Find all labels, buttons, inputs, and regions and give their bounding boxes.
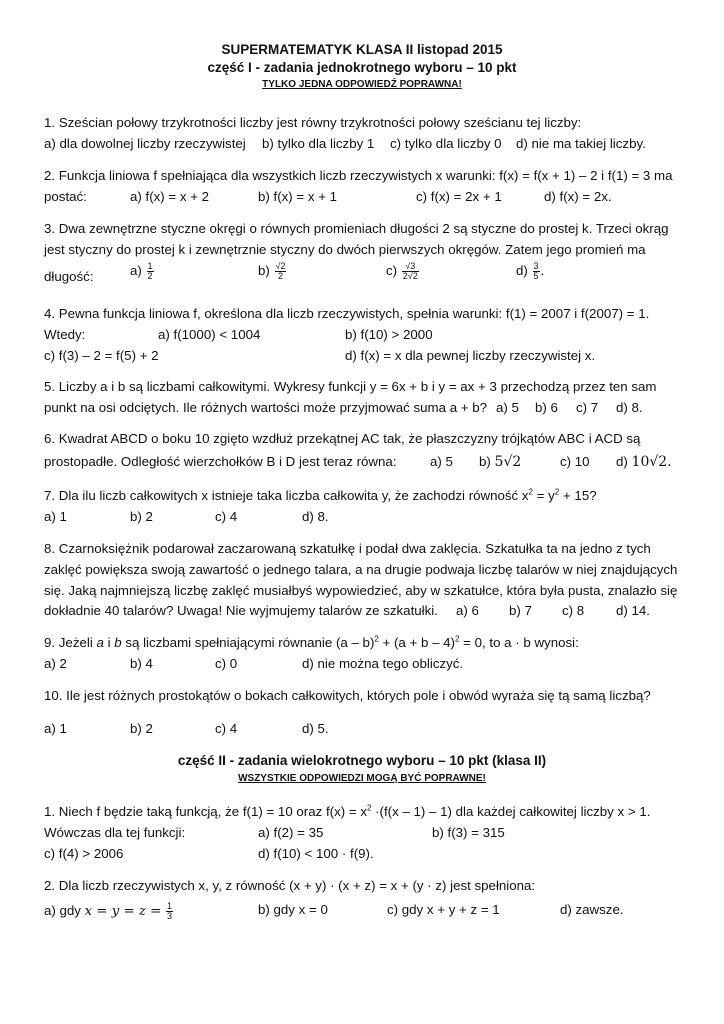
q6-option-c: c) 10: [560, 454, 590, 469]
q3-option-d: [516, 262, 544, 281]
part1-note: TYLKO JEDNA ODPOWIEDŹ POPRAWNA!: [262, 79, 462, 90]
q3-c-denominator: 2√2: [402, 271, 418, 281]
q7-text: [44, 488, 597, 504]
q10-option-c: c) 4: [215, 721, 238, 736]
q2-option-b: b) f(x) = x + 1: [258, 189, 338, 204]
q9-p3: są liczbami spełniającymi równanie (a – b): [121, 635, 375, 650]
q5-option-d: d) 8.: [616, 400, 643, 415]
q6-option-b-value: 5√2: [494, 454, 522, 470]
q3-option-b-label: b): [258, 263, 270, 279]
p2q2-a-numerator: 1: [166, 901, 172, 911]
q7-option-d: d) 8.: [302, 509, 329, 524]
q8-option-a: a) 6: [456, 603, 479, 618]
q3-option-a-label: a): [130, 263, 142, 279]
q3-lead: długość:: [44, 269, 94, 284]
q5-line2: punkt na osi odciętych. Ile różnych wartości może przyjmować suma a + b?: [44, 400, 488, 415]
q2-option-c: c) f(x) = 2x + 1: [416, 189, 502, 204]
part2-heading: część II - zadania wielokrotnego wyboru – 10 pkt (klasa II): [177, 753, 547, 768]
q3-d-end: .: [540, 263, 545, 279]
q5-option-b: b) 6: [535, 400, 558, 415]
p2q1-exp: 2: [366, 803, 372, 813]
q6-line2: prostopadłe. Odległość wierzchołków B i D jest teraz równa:: [44, 454, 397, 469]
q9-p2: i: [103, 635, 115, 650]
q9-p1: 9. Jeżeli: [44, 635, 97, 650]
q2-lead: postać:: [44, 189, 87, 204]
q4-option-c: c) f(3) – 2 = f(5) + 2: [44, 348, 159, 363]
q3-a-numerator: 1: [147, 261, 153, 271]
part2-note: WSZYSTKIE ODPOWIEDZI MOGĄ BYĆ POPRAWNE!: [238, 773, 486, 784]
q8-line2: zaklęć powiększa swoją zawartość o jednego talara, a na drugie podwaja liczbę talarów w niej znajdujących: [44, 562, 678, 577]
q5-option-a: a) 5: [496, 400, 519, 415]
q3-line2: jest styczny do prostej k i zewnętrznie styczny do dwóch pierwszych okręgów. Zatem jego promień ma: [44, 242, 646, 257]
q9-p4: + (a + b – 4): [378, 635, 455, 650]
q9-option-c: c) 0: [215, 656, 238, 671]
q2-option-d: d) f(x) = 2x.: [544, 189, 612, 204]
p2q1-text-2: ·(f(x – 1) – 1) dla każdej całkowitej liczby x > 1.: [371, 804, 651, 819]
q3-option-d-label: d): [516, 263, 528, 279]
q10-option-d: d) 5.: [302, 721, 329, 736]
q6-line1: 6. Kwadrat ABCD o boku 10 zgięto wzdłuż przekątnej AC tak, że płaszczyzny trójkątów ABC i ACD są: [44, 431, 641, 446]
document-title: SUPERMATEMATYK KLASA II listopad 2015: [221, 42, 503, 57]
q7-option-b: b) 2: [130, 509, 153, 524]
q8-option-b: b) 7: [509, 603, 532, 618]
p2q2-option-c: c) gdy x + y + z = 1: [387, 902, 500, 917]
q3-b-numerator: √2: [275, 261, 286, 271]
q8-option-c: c) 8: [562, 603, 585, 618]
q8-option-d: d) 14.: [616, 603, 651, 618]
q9-option-b: b) 4: [130, 656, 153, 671]
p2q2-a-denominator: 3: [166, 911, 172, 921]
q1-text: 1. Sześcian połowy trzykrotności liczby jest równy trzykrotności połowy sześcianu tej liczby:: [44, 115, 582, 130]
q9-option-d: d) nie można tego obliczyć.: [302, 656, 464, 671]
p2q1-text: [44, 804, 650, 820]
q8-line3: się. Jaką najmniejszą liczbę zaklęć musiałbyś wypowiedzieć, aby w szkatułce, która była pusta, znalazło się: [44, 583, 678, 598]
q9-exp-2: 2: [454, 634, 460, 644]
q1-option-c: c) tylko dla liczby 0: [390, 136, 502, 151]
q6-option-d-label: d): [616, 454, 628, 469]
q10-option-b: b) 2: [130, 721, 153, 736]
q3-b-denominator: 2: [278, 271, 284, 281]
q10-text: 10. Ile jest różnych prostokątów o bokach całkowitych, których pole i obwód wyraża się tą samą liczbą?: [44, 688, 651, 703]
q7-exp-2: 2: [554, 487, 560, 497]
p2q2-text: 2. Dla liczb rzeczywistych x, y, z równość (x + y) · (x + z) = x + (y · z) jest spełniona:: [44, 878, 536, 893]
q9-var-a: a: [96, 635, 104, 650]
q4-option-d: d) f(x) = x dla pewnej liczby rzeczywistej x.: [345, 348, 596, 363]
q5-line1: 5. Liczby a i b są liczbami całkowitymi. Wykresy funkcji y = 6x + b i y = ax + 3 przechodzą przez ten sam: [44, 379, 657, 394]
q9-text: [44, 635, 579, 651]
q6-option-d: [616, 454, 672, 470]
q2-text: 2. Funkcja liniowa f spełniająca dla wszystkich liczb rzeczywistych x warunki: f(x) = f(x + 1) – 2 i f(1) = 3 ma: [44, 168, 673, 183]
p2q1-option-c: c) f(4) > 2006: [44, 846, 124, 861]
q9-p5: = 0, to a · b wynosi:: [459, 635, 579, 650]
q6-option-b-label: b): [479, 454, 491, 469]
q3-option-b: [258, 262, 287, 281]
q3-line1: 3. Dwa zewnętrzne styczne okręgi o równych promieniach długości 2 są styczne do prostej k. Trzeci okrąg: [44, 221, 669, 236]
p2q1-option-a: a) f(2) = 35: [258, 825, 324, 840]
q7-eq-mid: = y: [533, 488, 555, 503]
p2q2-option-a: [44, 902, 174, 921]
q7-eq-end: + 15?: [559, 488, 597, 503]
q4-option-b: b) f(10) > 2000: [345, 327, 433, 342]
q9-var-b: b: [114, 635, 122, 650]
p2q1-option-b: b) f(3) = 315: [432, 825, 505, 840]
q3-option-c: [386, 262, 420, 281]
p2q2-option-b: b) gdy x = 0: [258, 902, 328, 917]
q1-option-d: d) nie ma takiej liczby.: [516, 136, 646, 151]
p2q2-option-d: d) zawsze.: [560, 902, 624, 917]
q2-option-a: a) f(x) = x + 2: [130, 189, 210, 204]
q9-option-a: a) 2: [44, 656, 67, 671]
q4-lead: Wtedy:: [44, 327, 86, 342]
q9-exp-1: 2: [374, 634, 379, 644]
q8-line4: dokładnie 40 talarów? Uwaga! Nie wyjmujemy talarów ze szkatułki.: [44, 603, 438, 618]
q1-option-a: a) dla dowolnej liczby rzeczywistej: [44, 136, 246, 151]
p2q2-option-a-label: a) gdy: [44, 903, 81, 919]
q4-option-a: a) f(1000) < 1004: [158, 327, 261, 342]
q8-line1: 8. Czarnoksiężnik podarował zaczarowaną szkatułkę i podał dwa zaklęcia. Szkatułka ta na jedno z tych: [44, 541, 651, 556]
q6-option-b: [479, 454, 521, 470]
q6-option-d-value: 10√2.: [631, 454, 672, 470]
q5-option-c: c) 7: [576, 400, 599, 415]
q4-text: 4. Pewna funkcja liniowa f, określona dla liczb rzeczywistych, spełnia warunki: f(1) = 2007 i f(2007) = 1.: [44, 306, 650, 321]
q7-option-a: a) 1: [44, 509, 67, 524]
p2q1-option-d: d) f(10) < 100 · f(9).: [258, 846, 374, 861]
p2q2-option-a-math: x = y = z =: [84, 904, 162, 920]
q3-a-denominator: 2: [147, 271, 153, 281]
q1-option-b: b) tylko dla liczby 1: [262, 136, 375, 151]
part1-heading: część I - zadania jednokrotnego wyboru – 10 pkt: [207, 60, 517, 75]
q10-option-a: a) 1: [44, 721, 67, 736]
q7-option-c: c) 4: [215, 509, 238, 524]
q3-d-numerator: 3: [533, 261, 539, 271]
q3-option-a: [130, 262, 155, 281]
p2q1-text-1: 1. Niech f będzie taką funkcją, że f(1) = 10 oraz f(x) = x: [44, 804, 367, 819]
q7-text-main: 7. Dla ilu liczb całkowitych x istnieje taka liczba całkowita y, że zachodzi równość x: [44, 488, 529, 503]
q3-option-c-label: c): [386, 263, 398, 279]
q3-c-numerator: √3: [402, 262, 419, 272]
q7-exp-1: 2: [528, 487, 533, 497]
p2q1-lead: Wówczas dla tej funkcji:: [44, 825, 186, 840]
q3-d-denominator: 5: [533, 271, 539, 281]
q6-option-a: a) 5: [430, 454, 453, 469]
